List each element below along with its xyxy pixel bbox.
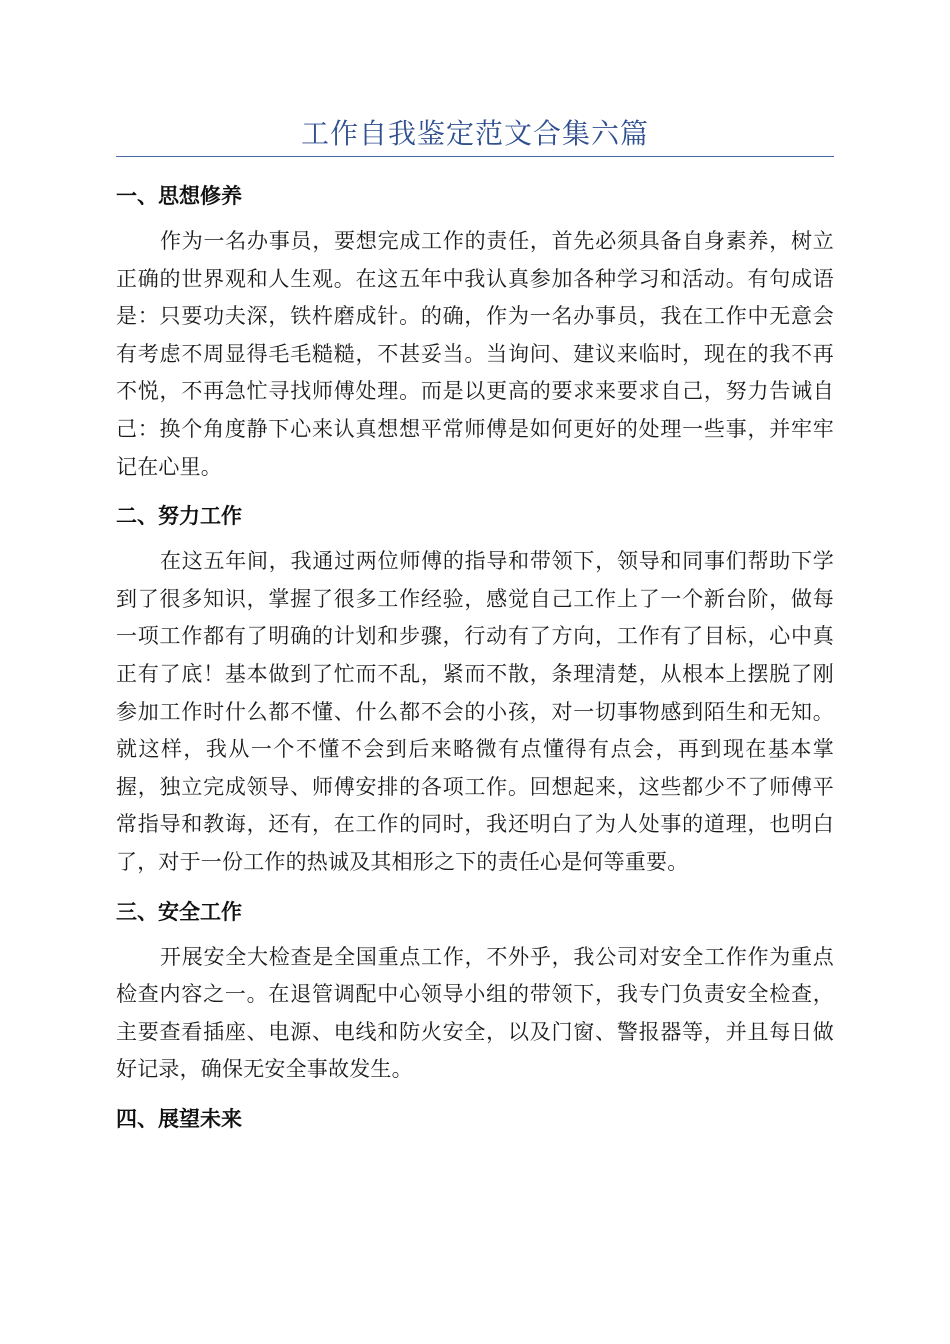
section-heading-1: 一、思想修养 [116, 184, 242, 208]
document-page [116, 0, 834, 1134]
section-paragraph-2: 在这五年间，我通过两位师傅的指导和带领下，领导和同事们帮助下学到了很多知识，掌握了很多工作经验，感觉自己工作上了一个新台阶，做每一项工作都有了明确的计划和步骤，行动有了方向，工作有了目标，心中真正有了底！基本做到了忙而不乱，紧而不散，条理清楚，从根本上摆脱了刚参加工作时什么都不懂、什么都不会的小孩，对一切事物感到陌生和无知。就这样，我从一个不懂不会到后来略微有点懂得有点会，再到现在基本掌握，独立完成领导、师傅安排的各项工作。回想起来，这些都少不了师傅平常指导和教诲，还有，在工作的同时，我还明白了为人处事的道理，也明白了，对于一份工作的热诚及其相形之下的责任心是何等重要。 [116, 549, 834, 874]
section-heading-2: 二、努力工作 [116, 504, 242, 529]
document-title: 工作自我鉴定范文合集六篇 [116, 114, 834, 157]
section-paragraph-1: 作为一名办事员，要想完成工作的责任，首先必须具备自身素养，树立正确的世界观和人生观。在这五年中我认真参加各种学习和活动。有句成语是：只要功夫深，铁杵磨成针。的确，作为一名办事员，我在工作中无意会有考虑不周显得毛毛糙糙，不甚妥当。当询问、建议来临时，现在的我不再不悦，不再急忙寻找师傅处理。而是以更高的要求来要求自己，努力告诫自己：换个角度静下心来认真想想平常师傅是如何更好的处理一些事，并牢牢记在心里。 [116, 229, 834, 479]
section-heading-3: 三、安全工作 [116, 899, 242, 924]
section-paragraph-3: 开展安全大检查是全国重点工作，不外乎，我公司对安全工作作为重点检查内容之一。在退管调配中心领导小组的带领下，我专门负责安全检查，主要查看插座、电源、电线和防火安全，以及门窗、警报器等，并且每日做好记录，确保无安全事故发生。 [116, 944, 834, 1082]
section-heading-4: 四、展望未来 [116, 1106, 242, 1131]
